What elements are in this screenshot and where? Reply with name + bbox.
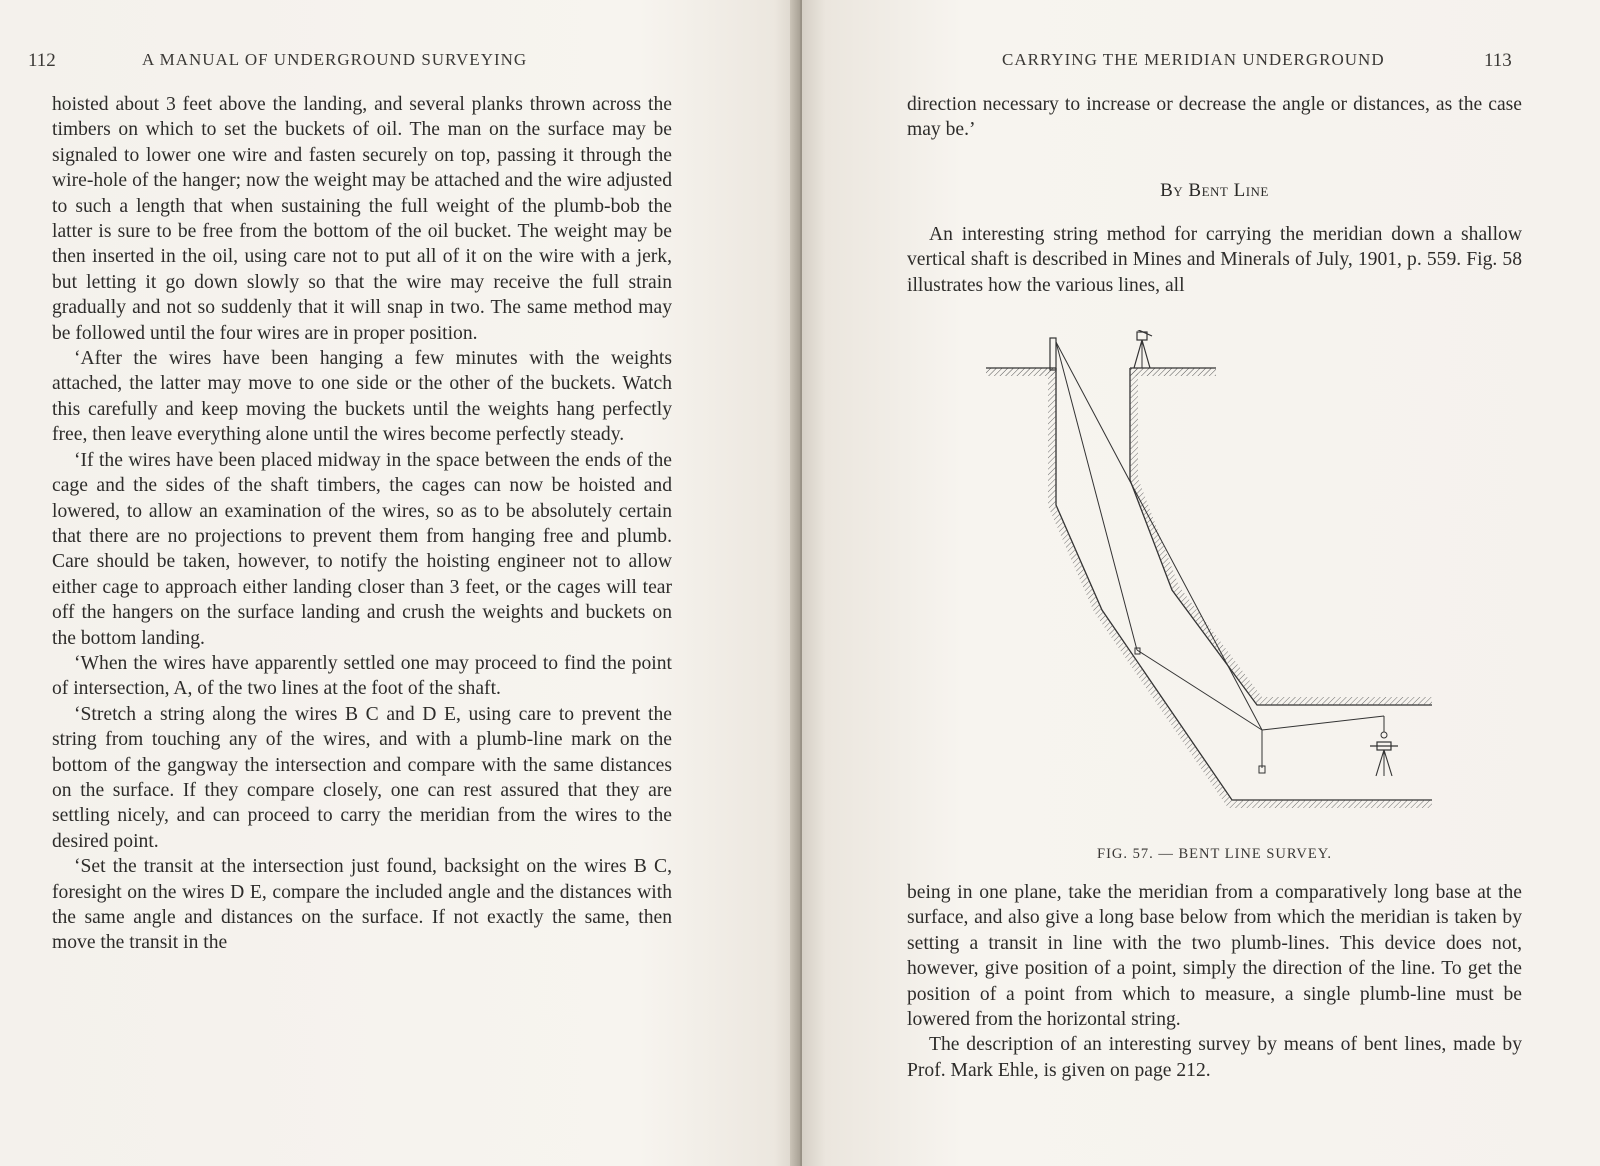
shaft-wall-outer — [1056, 368, 1432, 800]
right-top-text — [907, 92, 1522, 143]
page-number-left: 112 — [28, 50, 56, 71]
page-number-right: 113 — [1484, 50, 1512, 71]
paragraph: ‘Stretch a string along the wires B C and D E, using care to prevent the string from touching any of the wires, and with a plumb-line mark on the bottom of the gangway the intersection and compare with the same distances on the surface. If they compare closely, one can rest assured that they are settling nicely, and can proceed to carry the meridian from the wires to the desired point. — [52, 703, 672, 852]
underground-transit-icon — [1370, 742, 1398, 776]
paragraph: ‘When the wires have apparently settled one may proceed to find the point of intersection, A, of the two lines at the foot of the shaft. — [52, 652, 672, 700]
plumb-bob-icon — [1381, 732, 1387, 738]
section-heading: By Bent Line — [1160, 180, 1269, 201]
surface-transit-icon — [1134, 330, 1152, 368]
paragraph: ‘After the wires have been hanging a few minutes with the weights attached, the latter may move to one side or the other of the buckets. Watch this carefully and keep moving the buckets until the weights hang perfectly free, then leave everything alone until the wires become perfectly steady. — [52, 348, 672, 446]
surface-ground-right — [1130, 368, 1216, 376]
surface-ground-left — [986, 368, 1056, 376]
paragraph: being in one plane, take the meridian from a comparatively long base at the surface, and also give a long base below from which the meridian is taken by setting a transit in line with the two plumb-lines. This device does not, however, give position of a point, simply the direction of the line. To get the position of a point from which to measure, a single plumb-line must be lowered from the horizontal string. — [907, 882, 1522, 1031]
shaft-diagram — [972, 330, 1462, 830]
paragraph: ‘Set the transit at the intersection just found, backsight on the wires B C, foresight on the wires D E, compare the included angle and the distances with the same angle and distances on the surface. If not exactly the same, then move the transit in the — [52, 856, 672, 954]
running-head-right: CARRYING THE MERIDIAN UNDERGROUND — [1002, 50, 1385, 69]
plumb-string-2 — [1056, 342, 1262, 730]
right-body-text — [907, 880, 1522, 1083]
surface-post — [1050, 338, 1056, 370]
figure-caption: FIG. 57. — BENT LINE SURVEY. — [1097, 846, 1332, 862]
shaft-wall-inner — [1130, 368, 1432, 705]
horizontal-string — [1262, 716, 1384, 730]
paragraph: An interesting string method for carrying the meridian down a shallow vertical shaft is described in Mines and Minerals of July, 1901, p. 559. Fig. 58 illustrates how the various lines, all — [907, 224, 1522, 296]
left-body-text — [52, 92, 672, 956]
left-page — [0, 0, 798, 1166]
running-head-left: A MANUAL OF UNDERGROUND SURVEYING — [142, 50, 528, 69]
bent-line-survey-figure — [972, 330, 1462, 830]
right-intro-text — [907, 222, 1522, 298]
paragraph: The description of an interesting survey by means of bent lines, made by Prof. Mark Ehle, is given on page 212. — [907, 1034, 1522, 1081]
paragraph: ‘If the wires have been placed midway in the space between the ends of the cage and the sides of the shaft timbers, the cages can now be hoisted and lowered, to allow an examination of the wires, so as to be absolutely certain that there are no projections to prevent them from hanging free and plumb. Care should be taken, however, to notify the hoisting engineer not to allow either cage to approach either landing closer than 3 feet, or the cages will tear off the hangers on the surface landing and crush the weights and buckets on the bottom landing. — [52, 449, 672, 649]
paragraph: hoisted about 3 feet above the landing, and several planks thrown across the timbers on which to set the buckets of oil. The man on the surface may be signaled to lower one wire and fasten securely on top, passing it through the wire-hole of the hanger; now the weight may be attached and the wire adjusted to such a length that when sustaining the full weight of the plumb-bob the latter is sure to be free from the bottom of the oil bucket. The weight may be then inserted in the oil, using care not to put all of it on the wire with a jerk, but letting it go down slowly so that the wire may receive the full strain gradually and not so suddenly that it will snap in two. The same method may be followed until the four wires are in proper position. — [52, 94, 672, 344]
paragraph: direction necessary to increase or decrease the angle or distances, as the case may be.’ — [907, 94, 1522, 141]
right-page — [802, 0, 1600, 1166]
